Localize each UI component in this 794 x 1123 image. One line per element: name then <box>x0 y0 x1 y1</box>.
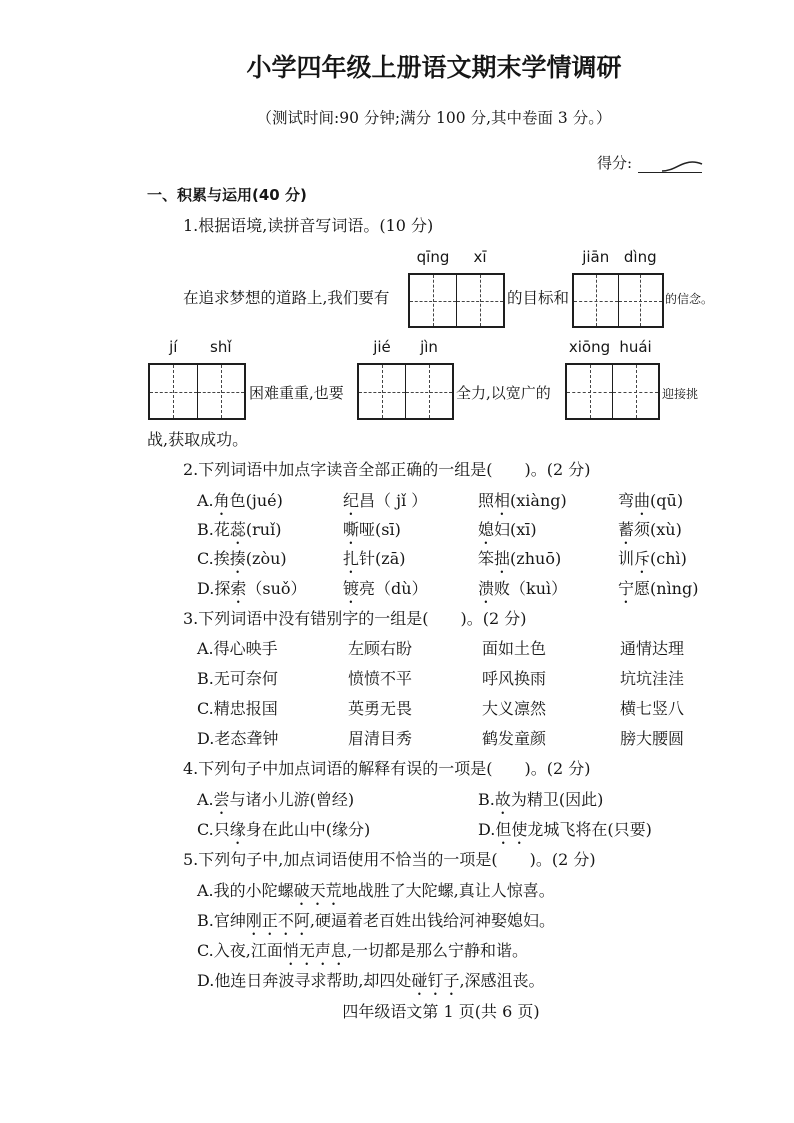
dotted-character: 镀 <box>343 579 360 598</box>
dotted-character: 角 <box>213 491 230 510</box>
pinyin: qīng <box>416 248 450 266</box>
dotted-character: 宁 <box>618 579 635 598</box>
q2-option-c-word-3 <box>478 549 561 577</box>
grid-cell <box>567 338 612 418</box>
dotted-word: 故 <box>494 790 511 809</box>
q2-option-d-word-4 <box>618 579 698 607</box>
grid-cell <box>197 338 245 418</box>
word-prefix: 弯 <box>618 491 635 510</box>
q2-option-c-word-2 <box>343 549 405 577</box>
grid-cell <box>612 338 658 418</box>
pinyin: huái <box>619 338 652 356</box>
q3-option-b-word-2: 愤愤不平 <box>348 669 413 688</box>
writing-grid-xionghuai <box>565 338 660 420</box>
option-label: D. <box>197 971 215 990</box>
text-prefix: 入夜,江面 <box>213 941 283 960</box>
word-suffix: (xiàng) <box>510 491 567 510</box>
dotted-character: 媳 <box>478 520 495 539</box>
q2-option-a-word-2 <box>343 491 427 519</box>
text-suffix: 地战胜了大陀螺,真让人惊喜。 <box>341 881 555 900</box>
dotted-character: 曲 <box>634 491 651 510</box>
word-suffix: (zhuō) <box>510 549 562 568</box>
q5-option-d <box>197 971 545 999</box>
word: 得心映手 <box>213 639 278 658</box>
word-suffix: (ruǐ) <box>245 520 282 539</box>
q3-option-d-word-1 <box>197 729 278 749</box>
option-label: C. <box>197 820 214 839</box>
text-suffix: ,一切都是那么宁静和谐。 <box>346 941 528 960</box>
q4-option-c <box>197 820 370 848</box>
pinyin: jiān <box>582 248 610 266</box>
word-prefix: 花 <box>213 520 230 539</box>
q2-option-d-word-1 <box>197 579 307 607</box>
q2-option-a-word-1 <box>197 491 283 519</box>
option-label: D. <box>197 579 215 598</box>
q5-prompt: 5.下列句子中,加点词语使用不恰当的一项是( )。(2 分) <box>183 850 596 869</box>
word: 精忠报国 <box>213 699 278 718</box>
grid-cell <box>574 248 618 326</box>
dotted-character: 纪 <box>343 491 360 510</box>
q3-option-c-word-3: 大义凛然 <box>482 699 547 718</box>
q1-line1-text-after: 的信念。 <box>665 292 714 306</box>
word-suffix: 针(zā) <box>359 549 406 568</box>
text-prefix: 我的小陀螺 <box>213 881 294 900</box>
word-suffix: 昌（ jǐ ） <box>359 491 428 510</box>
word-suffix: (qū) <box>650 491 684 510</box>
q1-line1-text-before: 在追求梦想的道路上,我们要有 <box>183 289 390 307</box>
pinyin: jìn <box>420 338 438 356</box>
option-label: B. <box>478 790 495 809</box>
dotted-word: 悄无声息 <box>282 941 347 960</box>
dotted-character: 蓄 <box>618 520 635 539</box>
option-label: D. <box>197 729 215 748</box>
q1-line2-text-middle1: 困难重重,也要 <box>249 384 344 402</box>
dotted-word: 碰钉子 <box>411 971 460 990</box>
pinyin: xī <box>473 248 487 266</box>
score-label: 得分: <box>597 154 633 172</box>
dotted-character: 索 <box>230 579 247 598</box>
dotted-character: 揍 <box>229 549 246 568</box>
page-footer: 四年级语文第 1 页(共 6 页) <box>342 1002 540 1021</box>
text-suffix: 与诸小儿游(曾经) <box>229 790 355 809</box>
grid-cell <box>359 338 405 418</box>
test-info: （测试时间:90 分钟;满分 100 分,其中卷面 3 分。） <box>256 109 612 127</box>
writing-grid-qingxi <box>408 248 505 328</box>
text-suffix: 龙城飞将在(只要) <box>527 820 652 839</box>
word-suffix: 妇(xī) <box>494 520 537 539</box>
q3-option-d-word-3: 鹤发童颜 <box>482 729 547 748</box>
q3-option-b-word-3: 呼风换雨 <box>482 669 547 688</box>
grid-cell <box>456 248 503 326</box>
text-suffix: 为精卫(因此) <box>510 790 604 809</box>
q5-option-b <box>197 911 555 939</box>
q1-line2-continued: 战,获取成功。 <box>147 430 249 449</box>
q5-option-a <box>197 881 555 909</box>
q5-option-c <box>197 941 528 969</box>
q2-prompt: 2.下列词语中加点字读音全部正确的一组是( )。(2 分) <box>183 460 591 479</box>
q3-option-d-word-4: 膀大腰圆 <box>620 729 685 748</box>
grid-cell <box>410 248 456 326</box>
score-scribble <box>660 157 704 173</box>
grid-cell <box>618 248 663 326</box>
q2-option-b-word-3 <box>478 520 537 548</box>
q4-option-b <box>478 790 603 818</box>
pinyin: dìng <box>623 248 657 266</box>
q1-line2-text-after: 迎接挑 <box>662 387 699 401</box>
word: 老态聋钟 <box>214 729 279 748</box>
writing-grid-jiejin <box>357 338 454 420</box>
q3-prompt: 3.下列词语中没有错别字的一组是( )。(2 分) <box>183 609 527 628</box>
q2-option-c-word-1 <box>197 549 287 577</box>
q3-option-a-word-3: 面如土色 <box>482 639 547 658</box>
q3-option-a-word-2: 左顾右盼 <box>348 639 413 658</box>
option-label: A. <box>197 881 214 900</box>
word-suffix: 愿(nìng) <box>634 579 699 598</box>
text-suffix: ,深感沮丧。 <box>459 971 545 990</box>
word-suffix: (chì) <box>650 549 687 568</box>
q3-option-c-word-1 <box>197 699 278 719</box>
dotted-word: 但使 <box>495 820 528 839</box>
pinyin: xiōng <box>568 338 611 356</box>
option-label: C. <box>197 549 214 568</box>
q1-line2-text-middle2: 全力,以宽广的 <box>456 384 551 402</box>
text-prefix: 他连日奔波寻求帮助,却四处 <box>214 971 412 990</box>
pinyin: jí <box>169 338 178 356</box>
pinyin: jié <box>373 338 391 356</box>
text-prefix: 官绅 <box>213 911 246 930</box>
word-suffix: 哑(sī) <box>359 520 401 539</box>
dotted-character: 斥 <box>634 549 651 568</box>
dotted-character: 拙 <box>494 549 511 568</box>
option-label: B. <box>197 911 214 930</box>
q3-option-a-word-4: 通情达理 <box>620 639 685 658</box>
q2-option-b-word-1 <box>197 520 281 548</box>
q3-option-c-word-4: 横七竖八 <box>620 699 685 718</box>
q4-option-d <box>478 820 652 848</box>
text-suffix: 身在此山中(缘分) <box>245 820 371 839</box>
dotted-character: 扎 <box>343 549 360 568</box>
grid-cell <box>405 338 452 418</box>
pinyin: shǐ <box>210 338 232 356</box>
dotted-character: 蕊 <box>229 520 246 539</box>
word-suffix: 败（kuì） <box>494 579 568 598</box>
word-suffix: 亮（dù） <box>359 579 428 598</box>
dotted-character: 相 <box>494 491 511 510</box>
q3-option-a-word-1 <box>197 639 278 659</box>
q3-option-b-word-4: 坑坑洼洼 <box>620 669 685 688</box>
option-label: C. <box>197 941 214 960</box>
text-suffix: ,硬逼着老百姓出钱给河神娶媳妇。 <box>309 911 555 930</box>
q2-option-b-word-2 <box>343 520 401 548</box>
q2-option-b-word-4 <box>618 520 682 548</box>
dotted-word: 缘 <box>229 820 246 839</box>
word-suffix: （suǒ） <box>246 579 307 598</box>
word: 无可奈何 <box>213 669 278 688</box>
word-suffix: 须(xù) <box>634 520 682 539</box>
section-heading: 一、积累与运用(40 分) <box>147 186 307 204</box>
word-prefix: 照 <box>478 491 495 510</box>
writing-grid-jianding <box>572 248 664 328</box>
option-label: A. <box>197 639 214 658</box>
page-title: 小学四年级上册语文期末学情调研 <box>246 53 622 82</box>
q4-option-a <box>197 790 354 818</box>
option-label: A. <box>197 790 214 809</box>
text-prefix: 只 <box>213 820 230 839</box>
word-prefix: 笨 <box>478 549 495 568</box>
q2-option-d-word-2 <box>343 579 428 607</box>
word-suffix: (zòu) <box>245 549 287 568</box>
writing-grid-jishi <box>148 338 246 420</box>
q3-option-d-word-2: 眉清目秀 <box>348 729 413 748</box>
word-suffix: 色(jué) <box>229 491 283 510</box>
dotted-word: 尝 <box>213 790 230 809</box>
q3-option-c-word-2: 英勇无畏 <box>348 699 413 718</box>
option-label: C. <box>197 699 214 718</box>
grid-cell <box>150 338 197 418</box>
q4-prompt: 4.下列句子中加点词语的解释有误的一项是( )。(2 分) <box>183 759 591 778</box>
option-label: D. <box>478 820 496 839</box>
dotted-word: 刚正不阿 <box>245 911 310 930</box>
dotted-word: 破天荒 <box>293 881 342 900</box>
q1-line1-text-middle: 的目标和 <box>507 289 570 307</box>
q2-option-a-word-3 <box>478 491 567 519</box>
option-label: A. <box>197 491 214 510</box>
option-label: B. <box>197 520 214 539</box>
q3-option-b-word-1 <box>197 669 278 689</box>
q1-prompt: 1.根据语境,读拼音写词语。(10 分) <box>183 216 434 235</box>
q2-option-c-word-4 <box>618 549 687 577</box>
word-prefix: 探 <box>214 579 231 598</box>
dotted-character: 溃 <box>478 579 495 598</box>
word-prefix: 挨 <box>213 549 230 568</box>
q2-option-a-word-4 <box>618 491 683 519</box>
word-prefix: 训 <box>618 549 635 568</box>
option-label: B. <box>197 669 214 688</box>
dotted-character: 嘶 <box>343 520 360 539</box>
q2-option-d-word-3 <box>478 579 567 607</box>
